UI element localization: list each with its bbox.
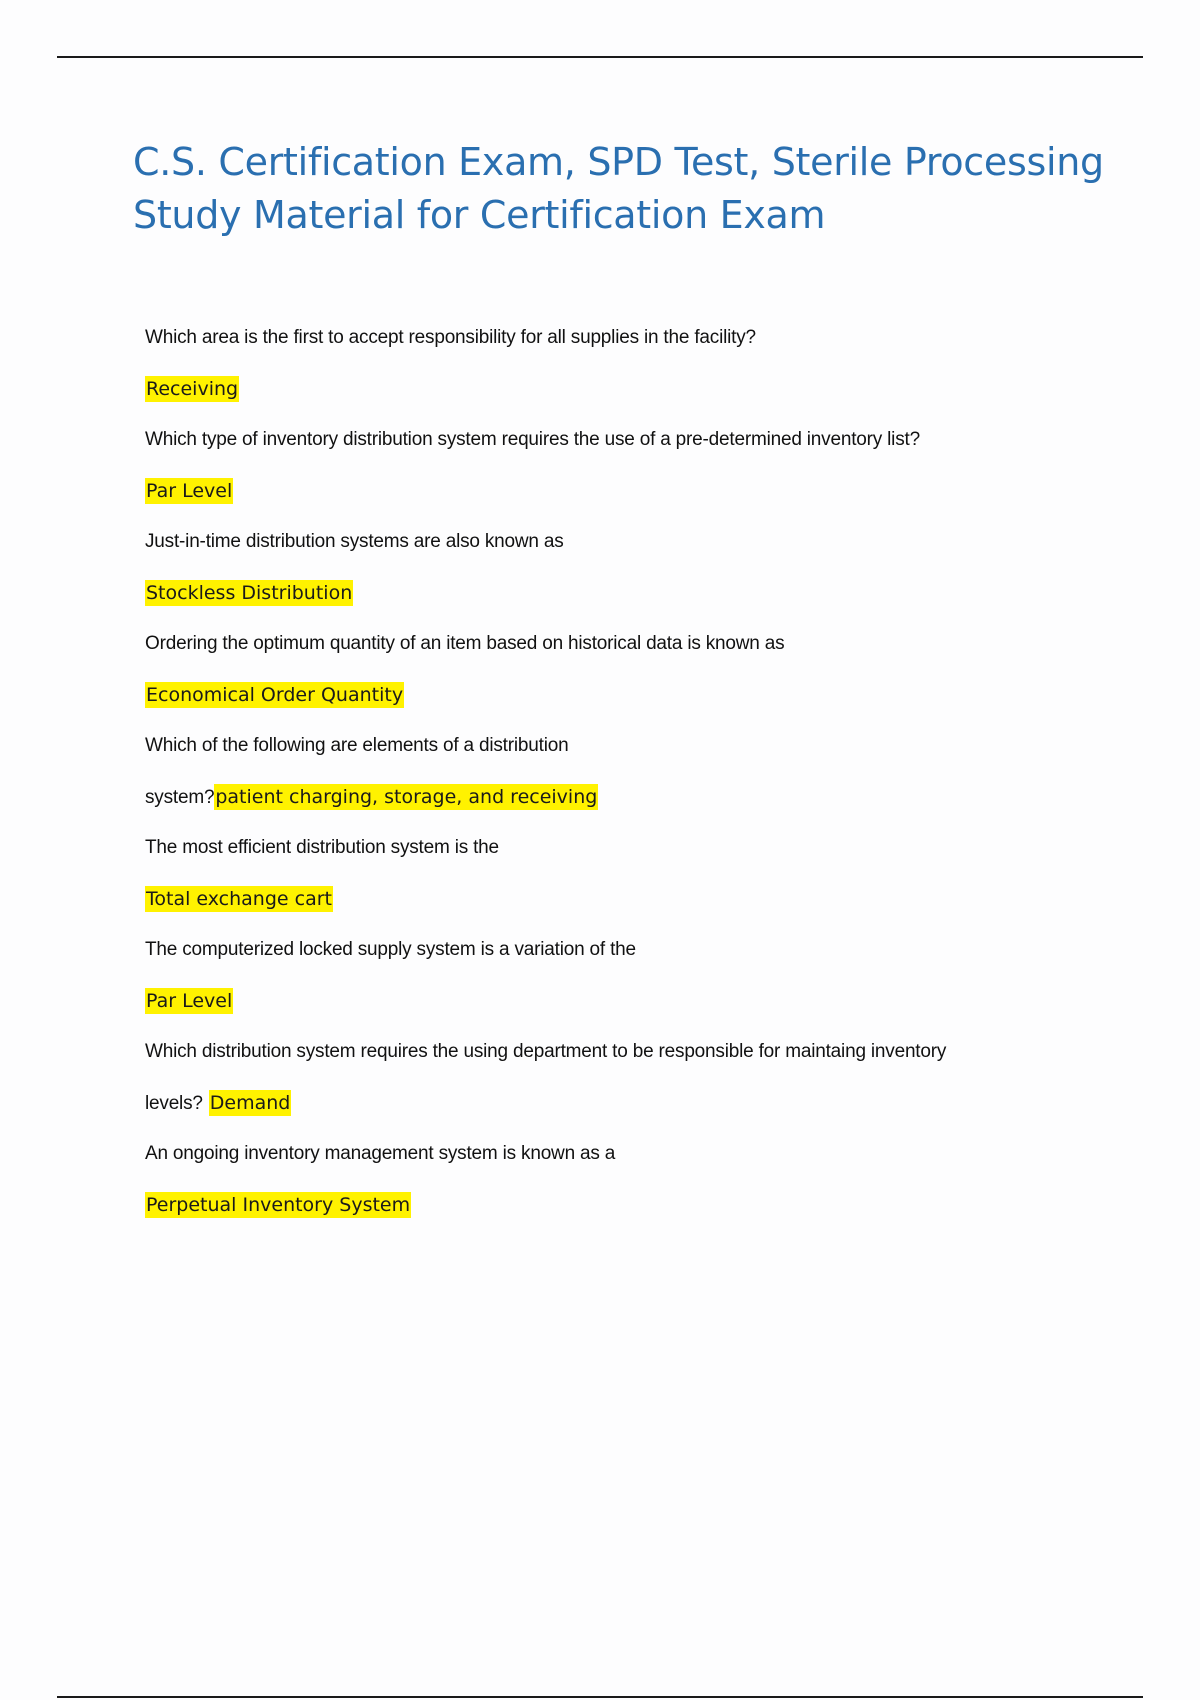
qa-list bbox=[145, 318, 1125, 1236]
question-4 bbox=[145, 624, 1125, 675]
question-9 bbox=[145, 1134, 1125, 1185]
highlighted-answer: patient charging, storage, and receiving bbox=[215, 786, 598, 808]
highlighted-answer: Par Level bbox=[146, 480, 233, 502]
top-rule bbox=[57, 56, 1143, 58]
document-title: C.S. Certification Exam, SPD Test, Sterile Processing Study Material for Certification Exam bbox=[133, 140, 1104, 237]
answer-9 bbox=[145, 1185, 1125, 1236]
answer-3 bbox=[145, 573, 1125, 624]
question-8-line-2 bbox=[145, 1083, 1125, 1134]
question-text: levels? bbox=[145, 1093, 203, 1114]
highlighted-answer: Demand bbox=[209, 1092, 291, 1114]
question-text: The most efficient distribution system is the bbox=[145, 837, 499, 858]
answer-7 bbox=[145, 981, 1125, 1032]
question-text: An ongoing inventory management system is known as a bbox=[145, 1143, 616, 1164]
question-1 bbox=[145, 318, 1125, 369]
question-text: Which of the following are elements of a distribution bbox=[145, 735, 569, 756]
bottom-rule bbox=[57, 1696, 1143, 1698]
question-5-line-2 bbox=[145, 777, 1125, 828]
question-text: The computerized locked supply system is a variation of the bbox=[145, 939, 636, 960]
highlighted-answer: Economical Order Quantity bbox=[146, 684, 404, 706]
answer-4 bbox=[145, 675, 1125, 726]
question-text: Ordering the optimum quantity of an item based on historical data is known as bbox=[145, 633, 785, 654]
highlighted-answer: Total exchange cart bbox=[146, 888, 332, 910]
highlighted-answer: Par Level bbox=[146, 990, 233, 1012]
highlighted-answer: Stockless Distribution bbox=[146, 582, 353, 604]
highlighted-answer: Perpetual Inventory System bbox=[146, 1194, 411, 1216]
question-8-line-1 bbox=[145, 1032, 1125, 1083]
answer-6 bbox=[145, 879, 1125, 930]
question-2 bbox=[145, 420, 1125, 471]
question-text: Which type of inventory distribution system requires the use of a pre-determined inventory list? bbox=[145, 429, 920, 450]
question-6 bbox=[145, 828, 1125, 879]
question-7 bbox=[145, 930, 1125, 981]
question-5-line-1 bbox=[145, 726, 1125, 777]
question-text: Just-in-time distribution systems are also known as bbox=[145, 531, 564, 552]
highlighted-answer: Receiving bbox=[146, 378, 239, 400]
question-3 bbox=[145, 522, 1125, 573]
answer-1 bbox=[145, 369, 1125, 420]
question-text: system? bbox=[145, 787, 215, 808]
question-text: Which distribution system requires the using department to be responsible for maintaing inventory bbox=[145, 1041, 947, 1062]
question-text: Which area is the first to accept responsibility for all supplies in the facility? bbox=[145, 327, 756, 348]
answer-2 bbox=[145, 471, 1125, 522]
